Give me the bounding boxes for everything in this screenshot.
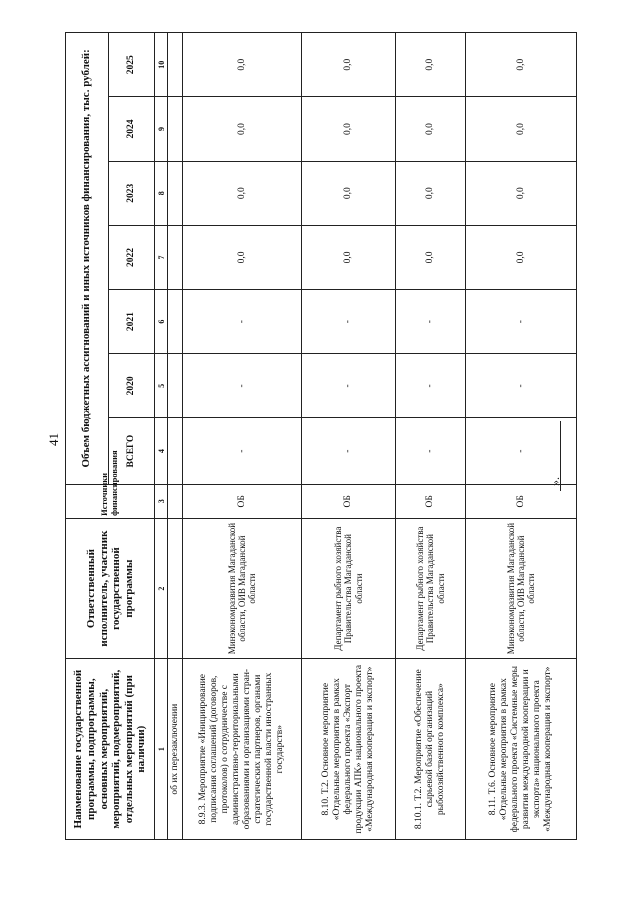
row-value: -	[466, 290, 577, 354]
header-year-total: ВСЕГО	[108, 418, 155, 484]
funding-table-rotated	[65, 32, 577, 840]
column-number: 8	[155, 161, 168, 225]
row-value: -	[395, 354, 465, 418]
row-value: -	[183, 290, 302, 354]
table-row	[395, 33, 465, 840]
column-number: 6	[155, 290, 168, 354]
row-value: 0,0	[466, 225, 577, 289]
column-number: 4	[155, 418, 168, 484]
row-value: 0,0	[302, 225, 396, 289]
empty-cell	[168, 225, 183, 289]
column-number-row	[155, 33, 168, 840]
row-value: 0,0	[302, 97, 396, 161]
empty-cell	[168, 33, 183, 97]
column-number: 10	[155, 33, 168, 97]
row-executor: Минэкономразвития Магаданской области, ОИВ Магаданской области	[466, 518, 577, 659]
header-year-2025: 2025	[108, 33, 155, 97]
row-name: 8.9.3. Мероприятие «Инициирование подписания соглашений (договоров, протоколов) о сотрудничестве с административно-территориальными образованиями и организациями стран-стратегических партнеров, органами государственной власти иностранных государств»	[183, 659, 302, 840]
row-value: -	[302, 418, 396, 484]
row-source: ОБ	[395, 484, 465, 518]
header-funding-group: Объем бюджетных ассигнований и иных источников финансирования, тыс. рублей:	[66, 33, 109, 485]
row-executor: Департамент рыбного хозяйства Правительства Магаданской области	[302, 518, 396, 659]
row-value: -	[466, 354, 577, 418]
row-value: 0,0	[395, 161, 465, 225]
row-value: -	[302, 354, 396, 418]
header-source: Источники финансирования	[66, 484, 155, 518]
column-number: 5	[155, 354, 168, 418]
row-value: 0,0	[395, 225, 465, 289]
column-number: 7	[155, 225, 168, 289]
table-row	[466, 33, 577, 840]
row-value: -	[302, 290, 396, 354]
header-year-2022: 2022	[108, 225, 155, 289]
empty-cell	[168, 418, 183, 484]
column-number: 2	[155, 518, 168, 659]
row-value: 0,0	[302, 161, 396, 225]
row-value: -	[466, 418, 577, 484]
row-value: 0,0	[183, 97, 302, 161]
header-name: Наименование государственной программы, подпрограммы, основных мероприятий, мероприятий, подмероприятий, отдельных мероприятий (при наличии)	[66, 659, 155, 840]
row-source: ОБ	[183, 484, 302, 518]
row-value: 0,0	[183, 33, 302, 97]
row-value: -	[183, 418, 302, 484]
empty-cell	[168, 97, 183, 161]
row-name: 8.11. Т.6. Основное мероприятие «Отдельные мероприятия в рамках федерального проекта «Системные меры развития международной кооперации и экспорта» национального проекта «Международная кооперация и экспорт»	[466, 659, 577, 840]
row-value: 0,0	[466, 97, 577, 161]
row-source: ОБ	[466, 484, 577, 518]
row-executor: Минэкономразвития Магаданской области, ОИВ Магаданской области	[183, 518, 302, 659]
row-name: 8.10. Т.2. Основное мероприятие «Отдельные мероприятия в рамках федерального проекта «Экспорт продукции АПК» национального проекта «Международная кооперация и экспорт»	[302, 659, 396, 840]
header-year-2020: 2020	[108, 354, 155, 418]
page-number: 41	[46, 433, 61, 446]
column-number: 3	[155, 484, 168, 518]
funding-table	[65, 32, 577, 840]
header-year-2021: 2021	[108, 290, 155, 354]
row-executor: Департамент рыбного хозяйства Правительства Магаданской области	[395, 518, 465, 659]
row-value: -	[395, 418, 465, 484]
row-fragment: об их перезаключении	[168, 659, 183, 840]
empty-cell	[168, 518, 183, 659]
row-name: 8.10.1. Т.2. Мероприятие «Обеспечение сырьевой базой организаций рыбохозяйственного комплекса»	[395, 659, 465, 840]
row-value: 0,0	[395, 33, 465, 97]
row-value: -	[395, 290, 465, 354]
closing-quote-mark: ».	[548, 477, 562, 486]
row-value: 0,0	[395, 97, 465, 161]
empty-cell	[168, 484, 183, 518]
header-year-2023: 2023	[108, 161, 155, 225]
column-number: 1	[155, 659, 168, 840]
column-number: 9	[155, 97, 168, 161]
row-value: 0,0	[183, 161, 302, 225]
row-value: 0,0	[302, 33, 396, 97]
empty-cell	[168, 354, 183, 418]
row-value: -	[183, 354, 302, 418]
row-source: ОБ	[302, 484, 396, 518]
empty-cell	[168, 290, 183, 354]
empty-cell	[168, 161, 183, 225]
row-value: 0,0	[466, 33, 577, 97]
row-value: 0,0	[466, 161, 577, 225]
header-year-2024: 2024	[108, 97, 155, 161]
table-row	[302, 33, 396, 840]
table-row	[168, 33, 183, 840]
row-value: 0,0	[183, 225, 302, 289]
table-row	[183, 33, 302, 840]
header-executor: Ответственный исполнитель, участник государственной программы	[66, 518, 155, 659]
